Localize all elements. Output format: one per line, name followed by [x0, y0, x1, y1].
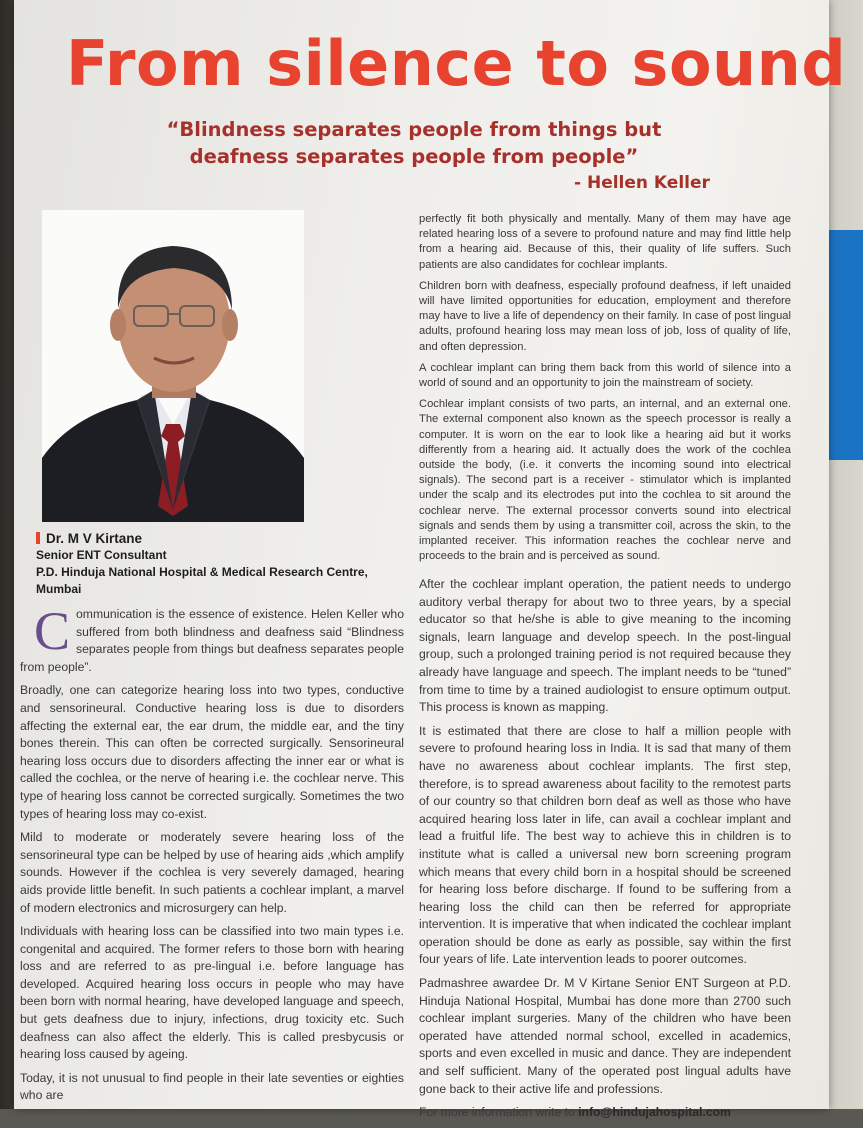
right-column-top — [419, 212, 791, 570]
author-portrait — [42, 210, 304, 522]
paragraph: Cochlear implant consists of two parts, an internal, and an external one. The external component also known as the speech processor is really a computer. It is worn on the ear to look like a hearing aid but it works differently from a hearing aid. It actually does the work of the cochlea outside the body, (i.e. it converts the incoming sound into electrical signals). The second part is a receiver - stimulator which is implanted under the scalp and its electrodes put into the cochlea to sit around the cochlear nerve. The external processor converts sound into electrical signals and sends them by using a transmitter coil, across the skin, to the implanted receiver. This information reaches the cochlear nerve and proceeds to the brain and is perceived as sound. — [419, 398, 791, 563]
author-photo-illustration — [42, 210, 304, 522]
left-column — [20, 601, 404, 1111]
author-role: Senior ENT Consultant — [36, 548, 167, 562]
contact-line — [419, 1104, 791, 1122]
magazine-page — [14, 0, 847, 1120]
paragraph: Individuals with hearing loss can be classified into two main types i.e. congenital and acquired. The former refers to those born with hearing loss and are referred to as pre-lingual i.e. before language has developed. Acquired hearing loss occurs in people who may have been born with normal hearing, have developed language and speech, but gets deafness due to injury, infections, drug toxicity etc. Such deafness can also affect the elderly. This is called presbycusis or hearing loss caused by ageing. — [20, 924, 404, 1062]
paragraph: After the cochlear implant operation, the patient needs to undergo auditory verbal therapy for about two to three years, by a special educator so that he/she is able to give meaning to the incoming signals, learn language and develop speech. In the post-lingual group, such a prolonged training period is not required because they already have language and speech. The implant needs to be “tuned” from time to time by a trained audiologist to ensure optimum output. This process is known as mapping. — [419, 577, 791, 715]
paragraph-intro — [20, 601, 404, 676]
drop-cap: C — [34, 601, 71, 661]
pull-quote-author: - Hellen Keller — [574, 173, 710, 193]
right-column-bottom — [419, 576, 791, 1128]
author-hospital: P.D. Hinduja National Hospital & Medical Research Centre, Mumbai — [36, 565, 368, 596]
contact-prefix: For more information write to — [419, 1105, 579, 1120]
paragraph: A cochlear implant can bring them back from this world of silence into a world of sound and an opportunity to join the mainstream of society. — [419, 361, 791, 390]
paragraph: Children born with deafness, especially profound deafness, if left unaided will have limited opportunities for education, employment and therefore may have to live a life of dependency on their family. In case of post lingual adults, profound hearing loss may mean loss of job, loss of quality of life, and often depression. — [419, 279, 791, 353]
background-blue-object — [823, 230, 863, 460]
paragraph: Mild to moderate or moderately severe hearing loss of the sensorineural type can be helped by use of hearing aids ,which amplify sounds. However if the cochlea is very severely damaged, hearing aids provide little benefit. In such patients a cochlear implant, a marvel of modern electronics and microsurgery can help. — [20, 830, 404, 915]
pull-quote: “Blindness separates people from things but deafness separates people from people” — [166, 118, 662, 168]
article-headline: From silence to sound — [66, 27, 847, 100]
paragraph: Padmashree awardee Dr. M V Kirtane Senior ENT Surgeon at P.D. Hinduja National Hospital, Mumbai has done more than 2700 such cochlear implant surgeries. Many of the children who have been operated have attended normal school, excelled in academics, sports and even excelled in music and dance. They are independent and self sufficient. Many of the operated post lingual adults have gone back to their active life and professions. — [419, 976, 791, 1096]
contact-email-link[interactable]: info@hindujahospital.com — [578, 1105, 731, 1120]
paragraph-intro-text: ommunication is the essence of existence. Helen Keller who suffered from both blindness and deafness said “Blindness separates people from things but deafness separates people from people”. — [20, 607, 404, 674]
paragraph: Today, it is not unusual to find people in their late seventies or eighties who are — [20, 1070, 404, 1103]
author-name: Dr. M V Kirtane — [36, 530, 416, 547]
paragraph: It is estimated that there are close to half a million people with severe to profound hearing loss in India. It is sad that many of them have no awareness about cochlear implants. The first step, therefore, is to spread awareness about facility to the remotest parts of our country so that children born deaf as well as those who have acquired hearing loss later in life, can avail a cochlear implant and lead a fruitful life. The best way to achieve this in children is to institute what is called a universal new born screening program which means that every child born in a hospital should be screened for hearing loss before discharge. If found to be suffering from a hearing loss the child can then be referred for appropriate intervention. It is imperative that when indicated the cochlear implant operation should be done as early as possible, say within the first four years of life. Late intervention leads to poorer outcomes. — [419, 723, 791, 967]
paragraph: Broadly, one can categorize hearing loss into two types, conductive and sensorineural. Conductive hearing loss is due to disorders affecting the external ear, the ear drum, the middle ear, and the tiny bones therein. This can often be corrected surgically. Sensorineural hearing loss occurs due to disorders affecting the inner ear or what is called the cochlea, or the nerve of hearing i.e. the cochlear nerve. This type of hearing loss cannot be corrected surgically. Sometimes the two types of hearing loss may co-exist. — [20, 683, 404, 821]
paragraph: perfectly fit both physically and mentally. Many of them may have age related hearing loss of a severe to profound nature and may find little help from a hearing aid. Because of this, their quality of life suffers. Such patients are also candidates for cochlear implants. — [419, 213, 791, 271]
author-byline — [36, 530, 416, 598]
